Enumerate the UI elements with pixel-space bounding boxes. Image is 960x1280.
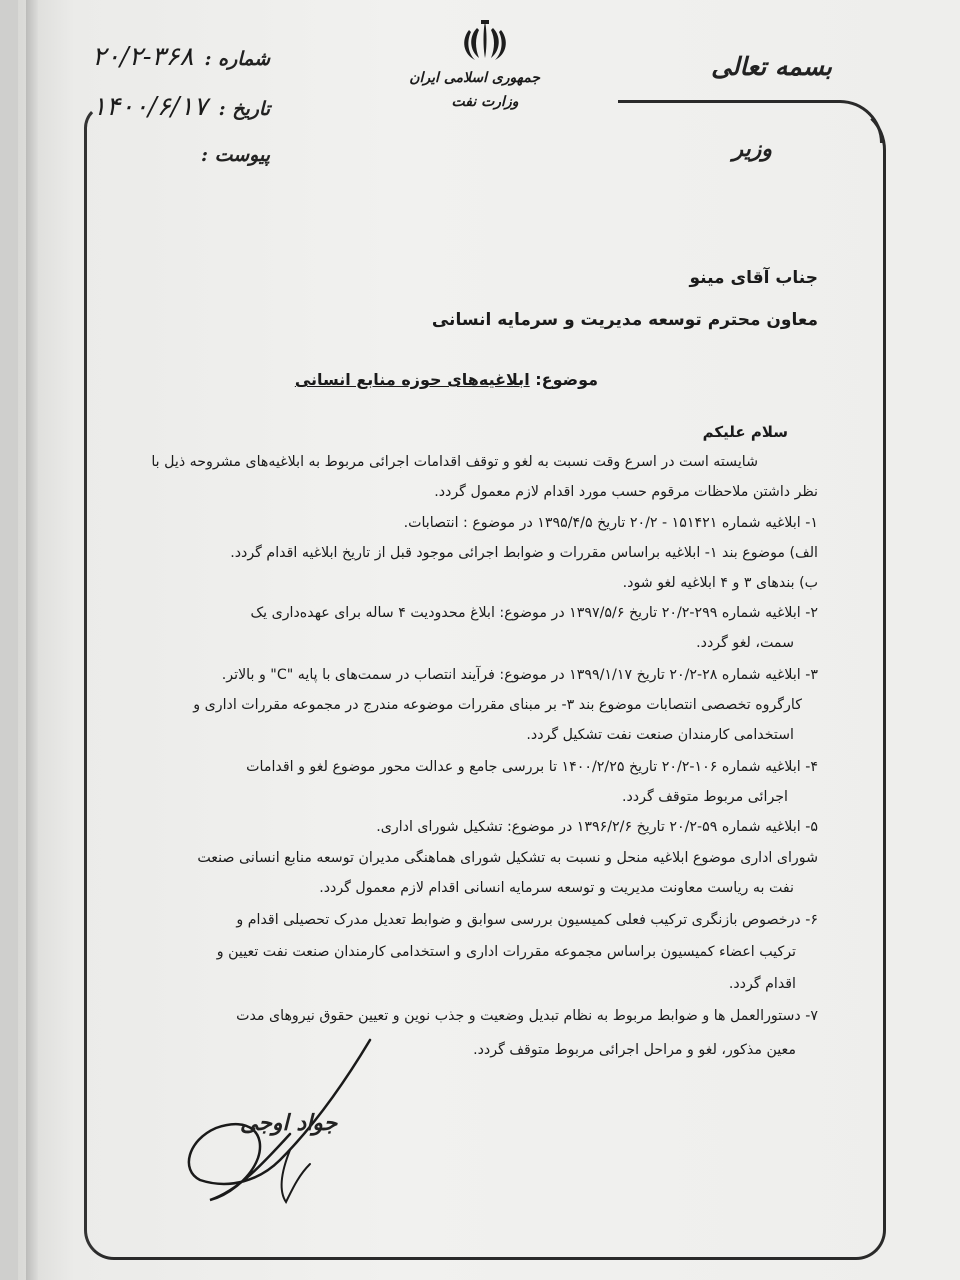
body-line: ۵- ابلاغیه شماره ۵۹-۲۰/۲ تاریخ ۱۳۹۶/۲/۶ در موضوع: تشکیل شورای اداری. — [376, 819, 818, 835]
subject-label: موضوع: — [529, 370, 598, 389]
meta-date: تاریخ : ۱۴۰۰/۶/۱۷ — [92, 92, 270, 122]
body-line: ۳- ابلاغیه شماره ۲۸-۲۰/۲ تاریخ ۱۳۹۹/۱/۱۷ در موضوع: فرآیند انتصاب در سمت‌های با پایه "C" و بالاتر. — [221, 667, 818, 683]
body-line: ب) بندهای ۳ و ۴ ابلاغیه لغو شود. — [622, 575, 818, 591]
signatory-name: جواد اوجی — [240, 1110, 338, 1136]
body-line: معین مذکور، لغو و مراحل اجرائی مربوط متوقف گردد. — [473, 1042, 796, 1058]
emblem-country: جمهوری اسلامی ایران — [409, 70, 540, 86]
body-line: کارگروه تخصصی انتصابات موضوع بند ۳- بر مبنای مقررات موضوعه مندرج در مجموعه مقررات اداری و — [193, 697, 802, 713]
body-line: اقدام گردد. — [728, 976, 796, 992]
greeting: سلام علیکم — [702, 423, 788, 441]
recipient-title: معاون محترم توسعه مدیریت و سرمایه انسانی — [431, 310, 818, 330]
subject-text: ابلاغیه‌های حوزه منابع انسانی — [294, 370, 530, 389]
body-line: ترکیب اعضاء کمیسیون براساس مجموعه مقررات اداری و استخدامی کارمندان صنعت نفت تعیین و — [216, 944, 796, 960]
body-line: سمت، لغو گردد. — [696, 635, 794, 651]
meta-attachment: پیوست : — [200, 144, 270, 166]
body-line: استخدامی کارمندان صنعت نفت تشکیل گردد. — [526, 727, 794, 743]
body-line: الف) موضوع بند ۱- ابلاغیه براساس مقررات و ضوابط اجرائی موجود قبل از تاریخ ابلاغیه اقدام گردد. — [230, 545, 818, 561]
body-line: ۷- دستورالعمل ها و ضوابط مربوط به نظام تبدیل وضعیت و جذب نوین و تعیین حقوق نیروهای مدت — [236, 1008, 818, 1024]
paper-fold-shadow — [26, 0, 38, 1280]
body-line: شورای اداری موضوع ابلاغیه منحل و نسبت به تشکیل شورای هماهنگی مدیران توسعه منابع انسانی صنعت — [197, 850, 818, 866]
body-line: ۶- درخصوص بازنگری ترکیب فعلی کمیسیون بررسی سوابق و ضوابط تعدیل مدرک تحصیلی اقدام و — [236, 912, 818, 928]
body-line: ۴- ابلاغیه شماره ۱۰۶-۲۰/۲ تاریخ ۱۴۰۰/۲/۲۵ تا بررسی جامع و عدالت محور موضوع لغو و اقدامات — [246, 759, 818, 775]
subject — [295, 370, 598, 390]
body-line: نظر داشتن ملاحظات مرقوم حسب مورد اقدام لازم معمول گردد. — [434, 484, 818, 500]
body-line: اجرائی مربوط متوقف گردد. — [621, 789, 788, 805]
recipient-name: جناب آقای مینو — [689, 268, 818, 288]
body-line: شایسته است در اسرع وقت نسبت به لغو و توقف اقدامات اجرائی مربوط به ابلاغیه‌های مشروحه ذیل با — [151, 454, 758, 470]
meta-number: شماره : ۳۶۸-۲۰/۲ — [92, 42, 270, 72]
basmala: بسمه تعالی — [711, 52, 832, 81]
body-line: نفت به ریاست معاونت مدیریت و توسعه سرمایه انسانی اقدام لازم معمول گردد. — [319, 880, 794, 896]
letter-frame-top — [618, 100, 883, 143]
emblem-ministry: وزارت نفت — [451, 94, 519, 110]
body-line: ۲- ابلاغیه شماره ۲۹۹-۲۰/۲ تاریخ ۱۳۹۷/۵/۶ در موضوع: ابلاغ محدودیت ۴ ساله برای عهده‌داری یک — [250, 605, 818, 621]
office-title: وزیر — [732, 136, 772, 162]
emblem-icon — [459, 18, 511, 64]
body-line: ۱- ابلاغیه شماره ۱۵۱۴۲۱ - ۲۰/۲ تاریخ ۱۳۹۵/۴/۵ در موضوع : انتصابات. — [403, 515, 818, 531]
